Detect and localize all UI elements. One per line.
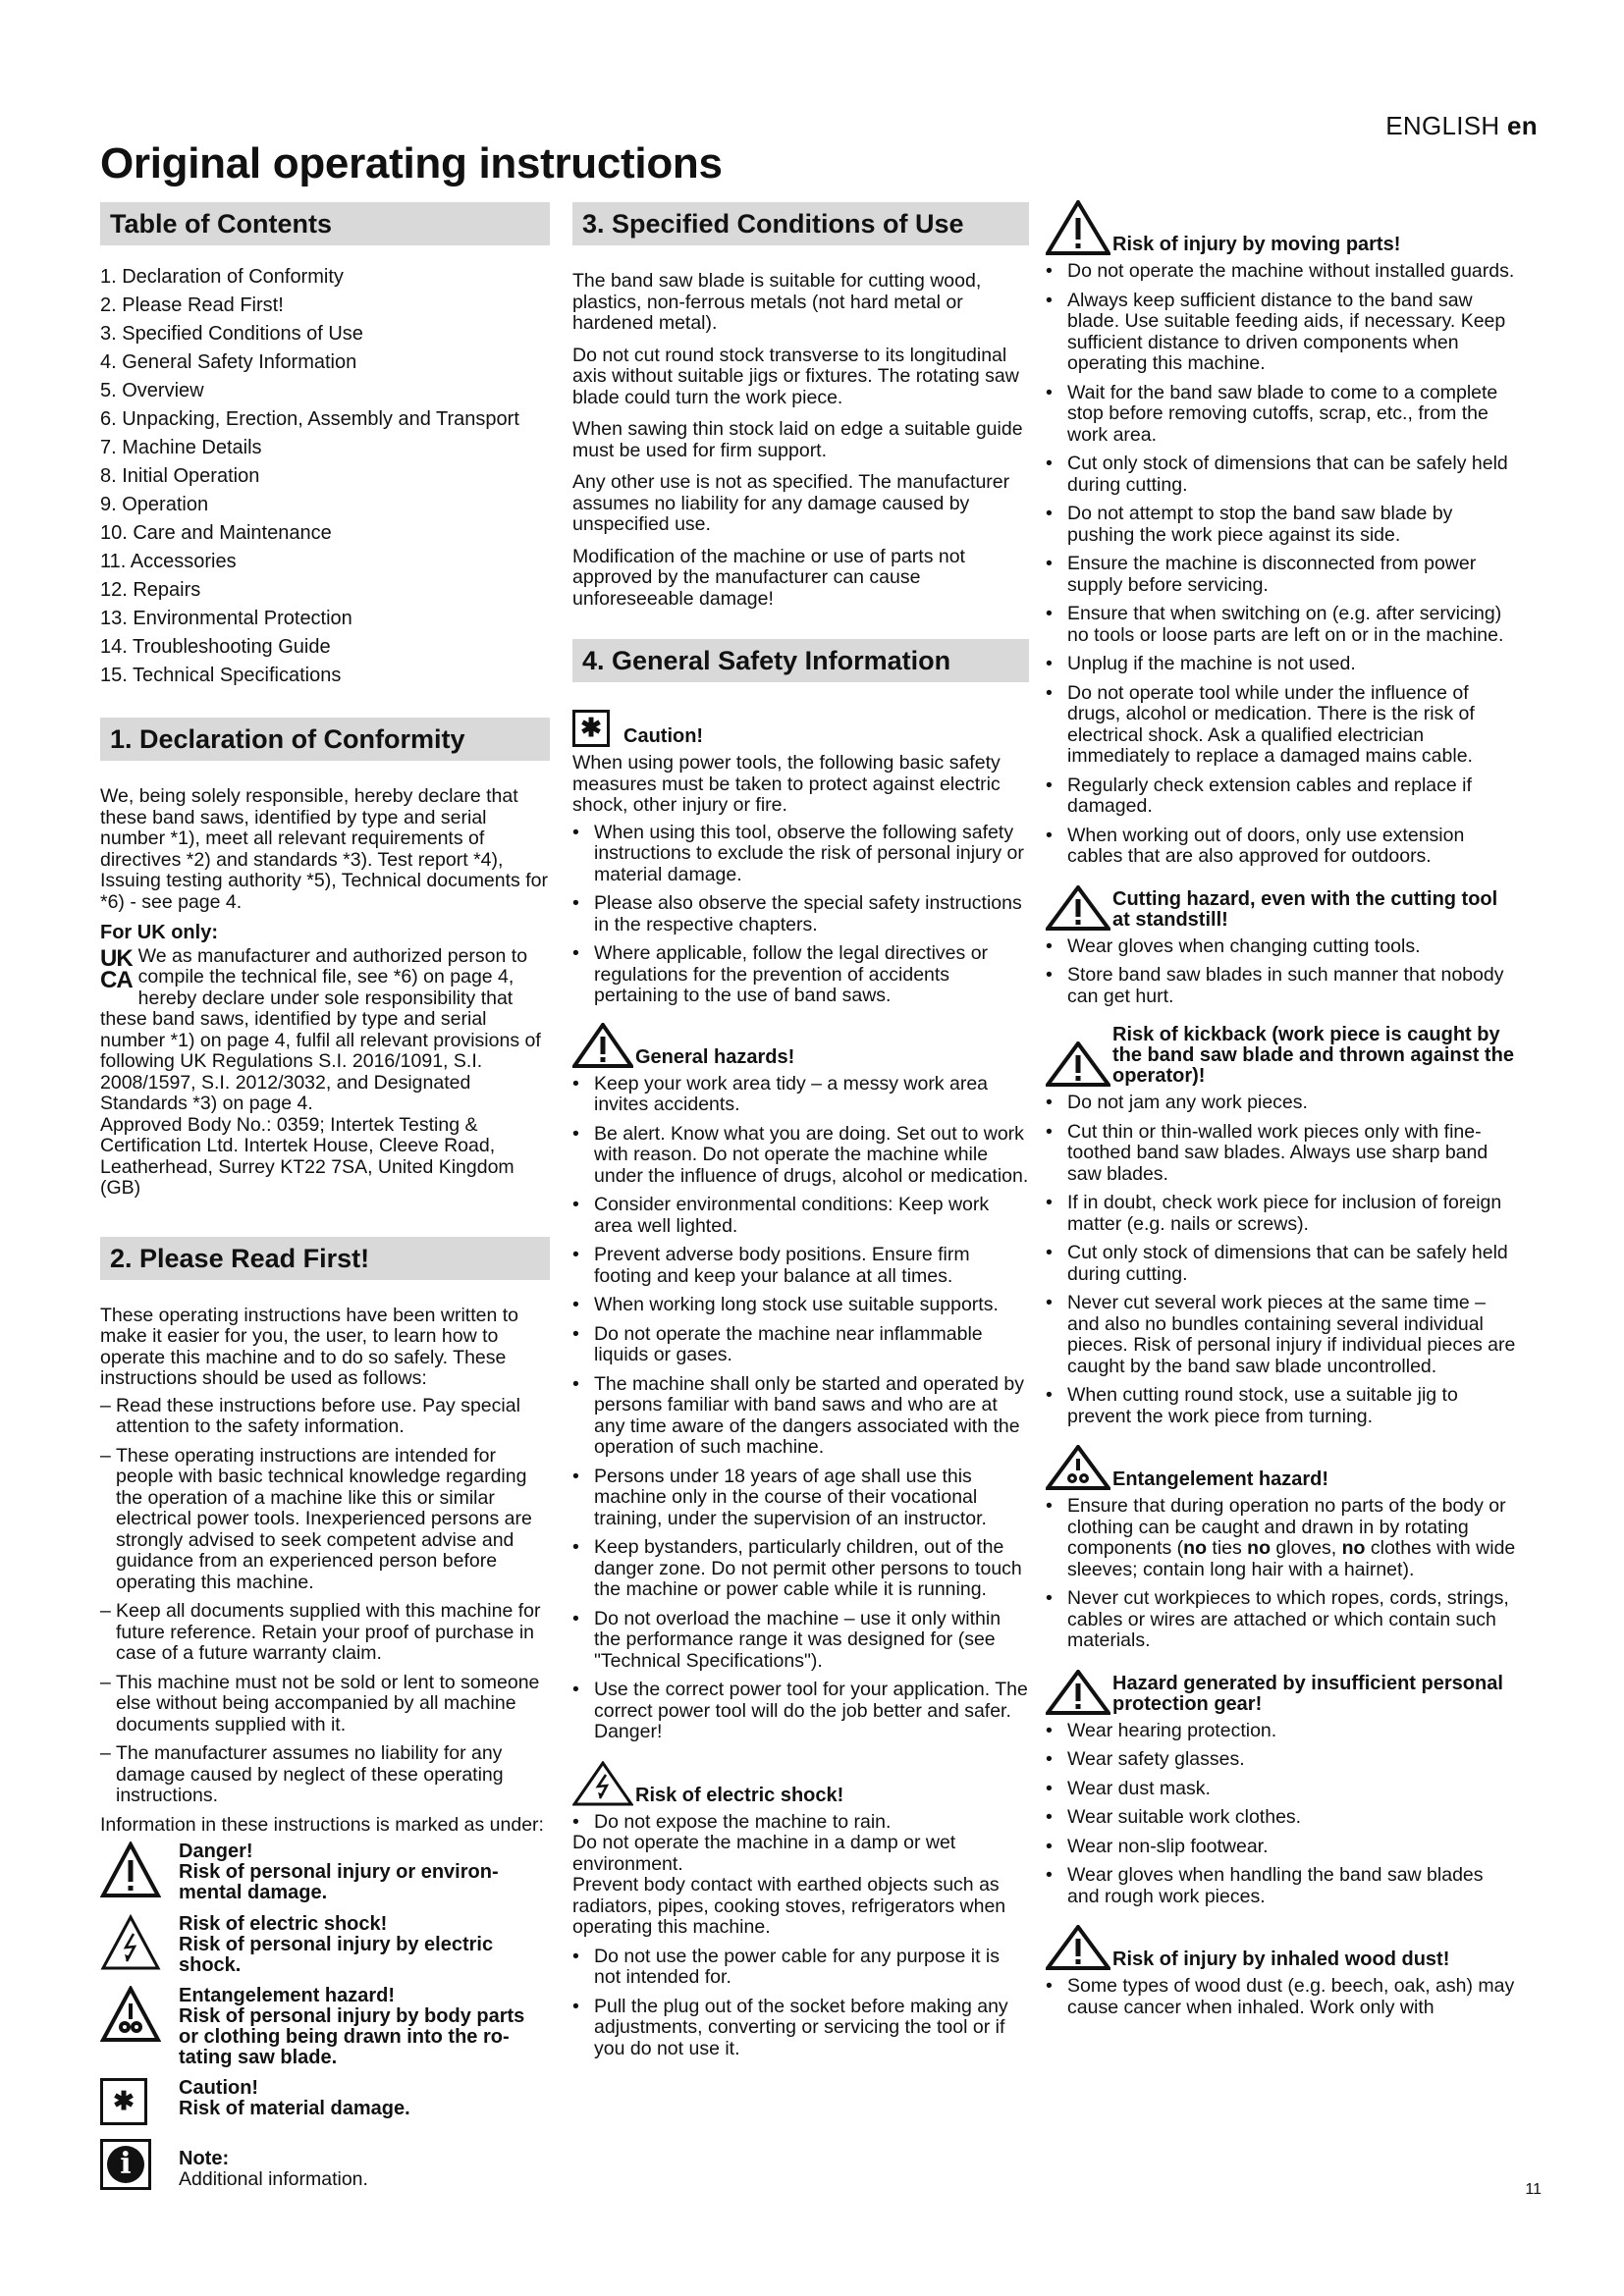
list-item: • Use the correct power tool for your application. The correct power tool will do the job better and safer. Danger! <box>572 1680 1029 1743</box>
list-item: • Ensure the machine is disconnected from power supply before servicing. <box>1046 554 1517 596</box>
toc-item[interactable]: 9. Operation <box>100 494 209 515</box>
moving-parts-list <box>1046 261 1517 868</box>
caution-list <box>572 823 1029 1007</box>
toc-item[interactable]: 14. Troubleshooting Guide <box>100 636 331 658</box>
list-item: • Be alert. Know what you are doing. Set out to work with reason. Do not operate the machine while under the influence of drugs, alcohol or medication. <box>572 1124 1029 1188</box>
list-item: • Regularly check extension cables and replace if damaged. <box>1046 775 1517 818</box>
toc-item[interactable]: 2. Please Read First! <box>100 294 284 316</box>
toc-item[interactable]: 15. Technical Specifications <box>100 665 342 686</box>
list-item: • Do not operate the machine near inflammable liquids or gases. <box>572 1324 1029 1366</box>
list-item: • Ensure that during operation no parts of the body or clothing can be caught and drawn in by rotating components (no ties no gloves, no clothes with wide sleeves; contain long hair with a hairnet). <box>1046 1496 1517 1580</box>
toc-item[interactable]: 11. Accessories <box>100 551 237 572</box>
caution-text: When using power tools, the following basic safety measures must be taken to protect against electric shock, other injury or fire. <box>572 752 1001 816</box>
toc-item[interactable]: 8. Initial Operation <box>100 465 260 487</box>
list-item: • Cut thin or thin-walled work pieces only with fine-toothed band saw blades. Always use sharp band saw blades. <box>1046 1122 1517 1186</box>
electric-shock-icon <box>572 1761 633 1806</box>
ukca-mark-icon: UK CA <box>100 944 133 993</box>
warning-icon <box>1046 1041 1110 1087</box>
sec2-marked: Information in these instructions is marked as under: <box>100 1813 544 1836</box>
list-item: – This machine must not be sold or lent to someone else without being accompanied by all machine documents supplied with it. <box>100 1673 550 1736</box>
list-item: • Prevent adverse body positions. Ensure firm footing and keep your balance at all times. <box>572 1245 1029 1287</box>
ppe-list <box>1046 1721 1517 1908</box>
kickback-list <box>1046 1093 1517 1427</box>
page-number: 11 <box>1525 2181 1542 2198</box>
sec1-heading: 1. Declaration of Conformity <box>100 718 550 761</box>
list-item: – These operating instructions are intended for people with basic technical knowledge regarding the operation of a machine like this or similar electrical power tools. Inexperienced persons are strongly advised to seek competent advise and guidance from an experienced person before operating this machine. <box>100 1446 550 1594</box>
list-item: • When using this tool, observe the following safety instructions to exclude the risk of personal injury or material damage. <box>572 823 1029 886</box>
list-item: • Always keep sufficient distance to the band saw blade. Use suitable feeding aids, if necessary. Keep sufficient distance to driven components when operating this machine. <box>1046 291 1517 375</box>
sec3-heading: 3. Specified Conditions of Use <box>572 202 1029 245</box>
legend-entanglement: Entangelement hazard! Risk of personal injury by body parts or clothing being drawn into the ro- tating saw blade. <box>100 1986 550 2068</box>
toc-heading: Table of Contents <box>100 202 550 245</box>
column-1 <box>100 202 550 2201</box>
sec3-para: Do not cut round stock transverse to its longitudinal axis without suitable jigs or fixtures. The rotating saw blade could turn the work piece. <box>572 344 1019 408</box>
uk-heading: For UK only: <box>100 922 218 943</box>
danger-icon <box>100 1842 179 1904</box>
list-item: – The manufacturer assumes no liability for any damage caused by neglect of these operating instructions. <box>100 1743 550 1807</box>
toc-item[interactable]: 6. Unpacking, Erection, Assembly and Transport <box>100 408 519 430</box>
caution-heading: ✱ Caution! <box>572 710 1029 747</box>
list-item: • Unplug if the machine is not used. <box>1046 654 1517 675</box>
sec3-para: Modification of the machine or use of parts not approved by the manufacturer can cause unforeseeable damage! <box>572 545 965 610</box>
list-item: • Wear dust mask. <box>1046 1779 1517 1800</box>
list-item: • Keep your work area tidy – a messy work area invites accidents. <box>572 1074 1029 1116</box>
list-item: • Where applicable, follow the legal directives or regulations for the prevention of accidents pertaining to the use of band saws. <box>572 943 1029 1007</box>
list-item: • Consider environmental conditions: Keep work area well lighted. <box>572 1195 1029 1237</box>
table-of-contents <box>100 263 550 690</box>
list-item: • The machine shall only be started and operated by persons familiar with band saws and who are at any time aware of the dangers associated with the operation of such machine. <box>572 1374 1029 1459</box>
moving-parts-heading: Risk of injury by moving parts! <box>1046 200 1517 255</box>
wood-dust-list <box>1046 1976 1517 2018</box>
list-item: • Do not operate the machine without installed guards. <box>1046 261 1517 283</box>
toc-item[interactable]: 10. Care and Maintenance <box>100 522 332 544</box>
list-item: • Wear non-slip footwear. <box>1046 1837 1517 1858</box>
sec3-para: When sawing thin stock laid on edge a suitable guide must be used for firm support. <box>572 418 1023 461</box>
language-label: ENGLISH en <box>1385 111 1538 140</box>
warning-icon <box>572 1023 633 1068</box>
general-hazards-list <box>572 1074 1029 1743</box>
list-item: • Do not overload the machine – use it only within the performance range it was designed for (see "Technical Specifications"). <box>572 1609 1029 1673</box>
list-item: • Wear gloves when handling the band saw blades and rough work pieces. <box>1046 1865 1517 1907</box>
list-item: • Cut only stock of dimensions that can be safely held during cutting. <box>1046 1243 1517 1285</box>
toc-item[interactable]: 12. Repairs <box>100 579 201 601</box>
toc-item[interactable]: 1. Declaration of Conformity <box>100 266 344 288</box>
list-item: • When cutting round stock, use a suitable jig to prevent the work piece from turning. <box>1046 1385 1517 1427</box>
approved-body: Approved Body No.: 0359; Intertek Testing & Certification Ltd. Intertek House, Cleeve Road, Leatherhead, Surrey KT22 7SA, United Kingdom (GB) <box>100 1113 514 1199</box>
warning-icon <box>1046 1670 1110 1715</box>
sec2-intro: These operating instructions have been written to make it easier for you, the user, to learn how to operate this machine and to do so safely. These instructions should be used as follows: <box>100 1304 519 1389</box>
list-item: • When working long stock use suitable supports. <box>572 1295 1029 1316</box>
cutting-hazard-heading: Cutting hazard, even with the cutting tool at standstill! <box>1046 885 1517 931</box>
sec2-heading: 2. Please Read First! <box>100 1237 550 1280</box>
caution-icon: ✱ <box>572 710 610 747</box>
list-item: • When working out of doors, only use extension cables that are also approved for outdoors. <box>1046 826 1517 868</box>
symbol-legend <box>100 1842 550 2191</box>
entanglement-heading: Entangelement hazard! <box>1046 1445 1517 1490</box>
list-item: • Persons under 18 years of age shall use this machine only in the course of their vocational training, under the supervision of an instructor. <box>572 1467 1029 1530</box>
column-3 <box>1046 200 1517 2026</box>
list-item: • Do not attempt to stop the band saw blade by pushing the work piece against its side. <box>1046 504 1517 546</box>
list-item: • Wear hearing protection. <box>1046 1721 1517 1742</box>
list-item: • Do not expose the machine to rain. Do not operate the machine in a damp or wet environment. Prevent body contact with earthed objects such as radiators, pipes, cooking stoves, refrigerators when operating this machine. <box>572 1812 1029 1939</box>
toc-item[interactable]: 13. Environmental Protection <box>100 608 352 629</box>
list-item: • Do not operate tool while under the influence of drugs, alcohol or medication. There is the risk of electrical shock. Ask a qualified electrician immediately to replace a damaged mains cable. <box>1046 683 1517 768</box>
list-item: • Wear gloves when changing cutting tools. <box>1046 936 1517 958</box>
electric-shock-list <box>572 1812 1029 2060</box>
list-item: – Read these instructions before use. Pay special attention to the safety information. <box>100 1396 550 1438</box>
warning-icon <box>1046 1925 1110 1970</box>
column-2 <box>572 202 1029 2067</box>
entanglement-icon <box>100 1986 179 2049</box>
list-item: • Never cut several work pieces at the same time – and also no bundles containing several individual pieces. Risk of personal injury if individual pieces are caught by the band saw blade uncontrolled. <box>1046 1293 1517 1377</box>
sec4-heading: 4. General Safety Information <box>572 639 1029 682</box>
warning-icon <box>1046 200 1110 255</box>
list-item: • Wear safety glasses. <box>1046 1749 1517 1771</box>
cutting-hazard-list <box>1046 936 1517 1008</box>
legend-caution: ✱ Caution! Risk of material damage. <box>100 2078 550 2125</box>
sec2-list <box>100 1396 550 1807</box>
uk-para: We as manufacturer and authorized person to compile the technical file, see *6) on page 4, hereby declare under sole responsibility that these band saws, identified by type and serial number *1) on page 4, fulfil all relevant provisions of following UK Regulations S.I. 2016/1091, S.I. 2008/1597, S.I. 2012/3032, and Designated Standards *3) on page 4. <box>100 944 541 1114</box>
list-item: – Keep all documents supplied with this machine for future reference. Retain your proof of purchase in case of a future warranty claim. <box>100 1601 550 1665</box>
legend-note: i Note: Additional information. <box>100 2139 550 2191</box>
list-item: • Wait for the band saw blade to come to a complete stop before removing cutoffs, scrap, etc., from the work area. <box>1046 383 1517 447</box>
list-item: • Never cut workpieces to which ropes, cords, strings, cables or wires are attached or which contain such materials. <box>1046 1588 1517 1652</box>
sec3-para: Any other use is not as specified. The manufacturer assumes no liability for any damage caused by unspecified use. <box>572 471 1010 535</box>
general-hazards-heading: General hazards! <box>572 1023 1029 1068</box>
toc-item[interactable]: 5. Overview <box>100 380 204 401</box>
caution-icon: ✱ <box>100 2078 179 2125</box>
list-item: • Wear suitable work clothes. <box>1046 1807 1517 1829</box>
toc-item[interactable]: 4. General Safety Information <box>100 351 357 373</box>
list-item: • If in doubt, check work piece for inclusion of foreign matter (e.g. nails or screws). <box>1046 1193 1517 1235</box>
toc-item[interactable]: 3. Specified Conditions of Use <box>100 323 363 345</box>
sec1-para: We, being solely responsible, hereby declare that these band saws, identified by type and serial number *1), meet all relevant requirements of directives *2) and standards *3). Test report *4), Issuing testing authority *5), Technical documents for *6) - see page 4. <box>100 785 548 913</box>
electric-shock-icon <box>100 1914 179 1977</box>
sec3-para: The band saw blade is suitable for cutting wood, plastics, non-ferrous metals (not hard metal or hardened metal). <box>572 270 982 334</box>
page-title: Original operating instructions <box>100 139 723 187</box>
list-item: • Cut only stock of dimensions that can be safely held during cutting. <box>1046 454 1517 496</box>
list-item: • Pull the plug out of the socket before making any adjustments, converting or servicing the tool or if you do not use it. <box>572 1997 1029 2060</box>
list-item: • Store band saw blades in such manner that nobody can get hurt. <box>1046 965 1517 1007</box>
entanglement-icon <box>1046 1445 1110 1490</box>
info-icon: i <box>100 2139 179 2190</box>
wood-dust-heading: Risk of injury by inhaled wood dust! <box>1046 1925 1517 1970</box>
legend-electric: Risk of electric shock! Risk of personal injury by electric shock. <box>100 1914 550 1977</box>
list-item: • Some types of wood dust (e.g. beech, oak, ash) may cause cancer when inhaled. Work only with <box>1046 1976 1517 2018</box>
list-item: • Ensure that when switching on (e.g. after servicing) no tools or loose parts are left on or in the machine. <box>1046 604 1517 646</box>
toc-item[interactable]: 7. Machine Details <box>100 437 262 458</box>
uk-block <box>100 946 550 1115</box>
list-item: • Do not use the power cable for any purpose it is not intended for. <box>572 1947 1029 1989</box>
legend-danger: Danger! Risk of personal injury or environ- mental damage. <box>100 1842 550 1904</box>
list-item: • Keep bystanders, particularly children, out of the danger zone. Do not permit other persons to touch the machine or power cable while it is running. <box>572 1537 1029 1601</box>
kickback-heading: Risk of kickback (work piece is caught by the band saw blade and thrown against the operator)! <box>1046 1025 1517 1087</box>
list-item: • Please also observe the special safety instructions in the respective chapters. <box>572 893 1029 935</box>
warning-icon <box>1046 885 1110 931</box>
ppe-heading: Hazard generated by insufficient personal protection gear! <box>1046 1670 1517 1715</box>
electric-shock-heading: Risk of electric shock! <box>572 1761 1029 1806</box>
entanglement-list <box>1046 1496 1517 1652</box>
list-item: • Do not jam any work pieces. <box>1046 1093 1517 1114</box>
